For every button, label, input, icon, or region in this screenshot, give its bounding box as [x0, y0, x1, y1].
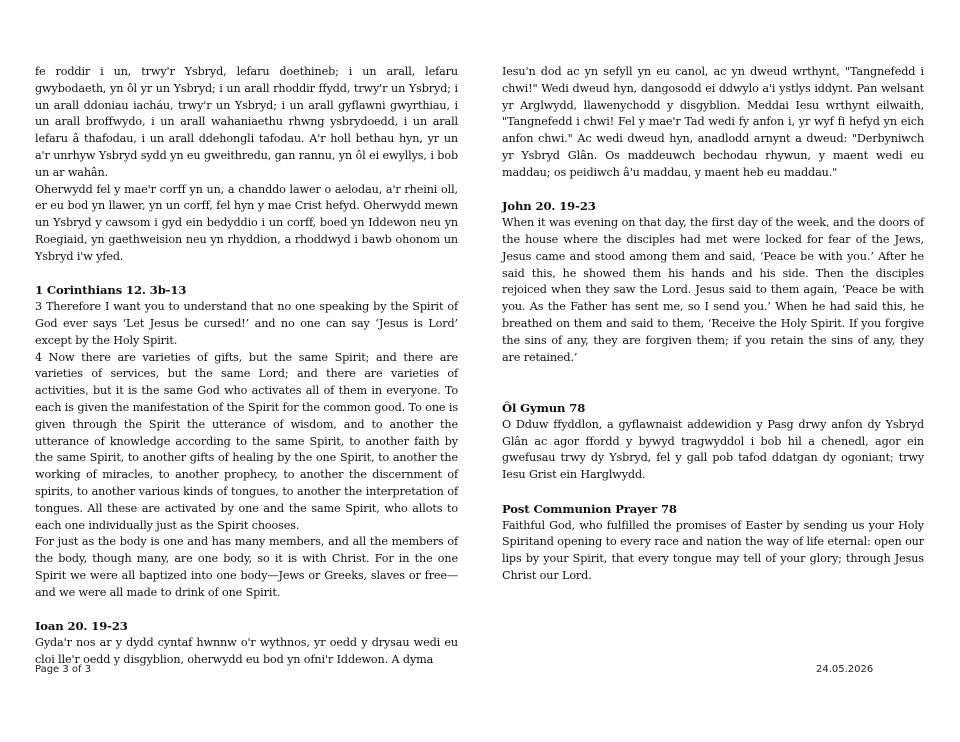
- spacer: [35, 602, 458, 619]
- left-column: [35, 64, 458, 669]
- spacer: [502, 182, 924, 199]
- corinthians-paragraph-2: 4 Now there are varieties of gifts, but the same Spirit; and there are varieties of services, but the same Lord; and there are varieties of activities, but it is the same God who activates all of them in everyone. To each is given the manifestation of the Spirit for the common good. To one is given through the Spirit the utterance of wisdom, and to another the utterance of knowledge according to the same Spirit, to another faith by the same Spirit, to another gifts of healing by the one Spirit, to another the working of miracles, to another prophecy, to another the discernment of spirits, to another various kinds of tongues, to another the interpretation of tongues. All these are activated by one and the same Spirit, who allots to each one individually just as the Spirit chooses.: [35, 350, 458, 532]
- post-communion-heading: Post Communion Prayer 78: [502, 501, 677, 516]
- ol-gymun-heading: Ôl Gymun 78: [502, 400, 586, 415]
- john-paragraph: When it was evening on that day, the first day of the week, and the doors of the house where the disciples had met were locked for fear of the Jews, Jesus came and stood among them and said, ‘Peace be with you.’ After he said this, he showed them his hands and his side. Then the disciples rejoiced when they saw the Lord. Jesus said to them again, ‘Peace be with you. As the Father has sent me, so I send you.’ When he had said this, he breathed on them and said to them, ‘Receive the Holy Spirit. If you forgive the sins of any, they are forgiven them; if you retain the sins of any, they are retained.’: [502, 216, 924, 364]
- spacer: [502, 366, 924, 383]
- post-communion-paragraph: Faithful God, who fulfilled the promises of Easter by sending us your Holy Spiritand opening to every race and nation the way of life eternal: open our lips by your Spirit, that every tongue may tell of your glory; through Jesus Christ our Lord.: [502, 518, 924, 582]
- ioan-heading: Ioan 20. 19-23: [35, 619, 128, 634]
- welsh-continuation-paragraph: fe roddir i un, trwy'r Ysbryd, lefaru doethineb; i un arall, lefaru gwybodaeth, yn ôl yr un Ysbryd; i un arall rhoddir ffydd, trwy'r un Ysbryd; i un arall ddoniau iacháu, trwy'r un Ysbryd; i un arall gyflawni gwyrthiau, i un arall broffwydo, i un arall wahaniaethu rhwng ysbrydoedd, i un arall lefaru â thafodau, i un arall ddehongli tafodau. A'r holl bethau hyn, yr un a'r unrhyw Ysbryd sydd yn eu gweithredu, gan rannu, yn ôl ei ewyllys, i bob un ar wahân.: [35, 65, 458, 179]
- ioan-continued-paragraph: Iesu'n dod ac yn sefyll yn eu canol, ac yn dweud wrthynt, "Tangnefedd i chwi!" Wedi dweud hyn, dangosodd ei ddwylo a'i ystlys iddynt. Pan welsant yr Arglwydd, llawenychodd y disgyblion. Meddai Iesu wrthynt eilwaith, "Tangnefedd i chwi! Fel y mae'r Tad wedi fy anfon i, yr wyf fi hefyd yn eich anfon chwi." Ac wedi dweud hyn, anadlodd arnynt a dweud: "Derbyniwch yr Ysbryd Glân. Os maddeuwch bechodau rhywun, y maent wedi eu maddau; os peidiwch â'u maddau, y maent heb eu maddau.": [502, 65, 924, 179]
- spacer: [502, 383, 924, 400]
- page-number: Page 3 of 3: [35, 664, 92, 675]
- spacer: [502, 484, 924, 501]
- ol-gymun-paragraph: O Dduw ffyddlon, a gyflawnaist addewidion y Pasg drwy anfon dy Ysbryd Glân ac agor ffordd y bywyd tragwyddol i bob hil a chenedl, agor ein gwefusau trwy dy Ysbryd, fel y gall pob tafod ddatgan dy ogoniant; trwy Iesu Grist ein Harglwydd.: [502, 417, 924, 482]
- john-heading: John 20. 19-23: [502, 199, 596, 214]
- right-column: [502, 64, 924, 585]
- corinthians-heading: 1 Corinthians 12. 3b-13: [35, 283, 187, 298]
- footer-date: 24.05.2026: [816, 664, 874, 675]
- corinthians-paragraph-1: 3 Therefore I want you to understand that no one speaking by the Spirit of God ever says ‘Let Jesus be cursed!’ and no one can say ‘Jesus is Lord’ except by the Holy Spirit.: [35, 300, 458, 347]
- spacer: [35, 266, 458, 283]
- welsh-continuation-paragraph-2: Oherwydd fel y mae'r corff yn un, a chanddo lawer o aelodau, a'r rheini oll, er eu bod yn llawer, yn un corff, fel hyn y mae Crist hefyd. Oherwydd mewn un Ysbryd y cawsom i gyd ein bedyddio i un corff, boed yn Iddewon neu yn Roegiaid, yn gaethweision neu yn rhyddion, a rhoddwyd i bawb ohonom un Ysbryd i'w yfed.: [35, 182, 458, 263]
- ioan-paragraph: Gyda'r nos ar y dydd cyntaf hwnnw o'r wythnos, yr oedd y drysau wedi eu cloi lle'r oedd y disgyblion, oherwydd eu bod yn ofni'r Iddewon. A dyma: [35, 636, 458, 666]
- corinthians-paragraph-3: For just as the body is one and has many members, and all the members of the body, though many, are one body, so it is with Christ. For in the one Spirit we were all baptized into one body—Jews or Greeks, slaves or free—and we were all made to drink of one Spirit.: [35, 535, 458, 599]
